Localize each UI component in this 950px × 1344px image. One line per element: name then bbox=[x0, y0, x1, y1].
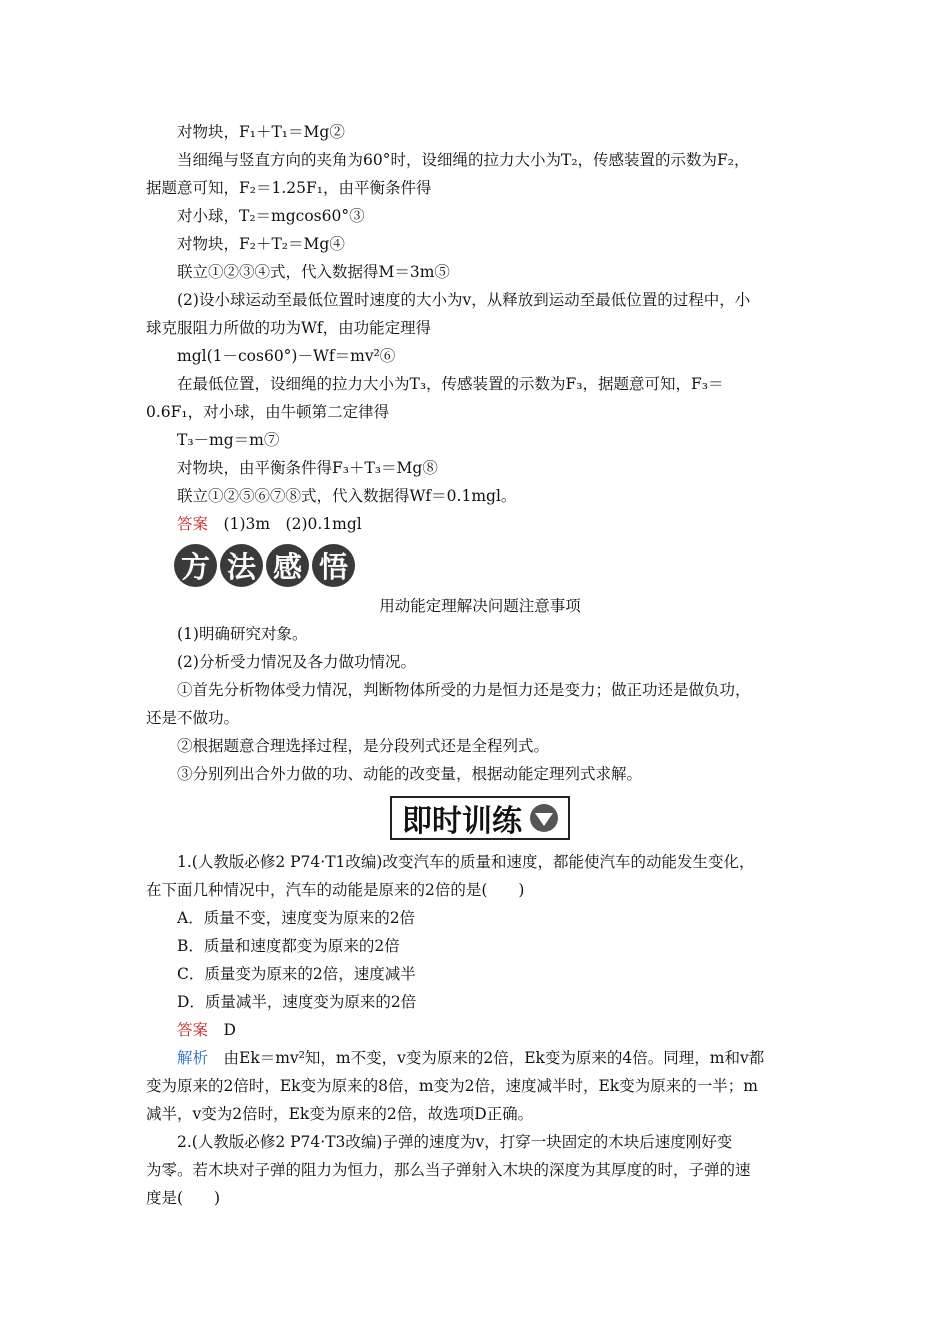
option-d: D．质量减半，速度变为原来的2倍 bbox=[177, 993, 417, 1011]
list-item: ①首先分析物体受力情况，判断物体所受的力是恒力还是变力；做正功还是做负功， bbox=[177, 681, 751, 699]
list-item: (2)分析受力情况及各力做功情况。 bbox=[177, 653, 416, 671]
text-line: 在最低位置，设细绳的拉力大小为T₃，传感装置的示数为F₃，据题意可知，F₃＝ bbox=[177, 375, 724, 393]
text-line: 0.6F₁，对小球，由牛顿第二定律得 bbox=[146, 403, 390, 421]
triangle-down-icon bbox=[530, 804, 558, 832]
text-line: 当细绳与竖直方向的夹角为60°时，设细绳的拉力大小为T₂，传感装置的示数为F₂， bbox=[177, 151, 750, 169]
question-stem: 为零。若木块对子弹的阻力为恒力，那么当子弹射入木块的深度为其厚度的时，子弹的速 bbox=[146, 1161, 751, 1179]
text-line: 球克服阻力所做的功为Wf，由功能定理得 bbox=[146, 319, 432, 337]
text-line: 据题意可知，F₂＝1.25F₁，由平衡条件得 bbox=[146, 179, 432, 197]
answer-label: 答案 bbox=[177, 1021, 209, 1039]
badge-char: 方 bbox=[174, 544, 217, 587]
analysis-line: 变为原来的2倍时，Ek变为原来的8倍，m变为2倍，速度减半时，Ek变为原来的一半；m bbox=[146, 1077, 758, 1095]
badge-char: 法 bbox=[220, 544, 263, 587]
training-title-box bbox=[390, 796, 570, 840]
text-line: 对小球，T₂＝mgcos60°③ bbox=[177, 207, 365, 225]
text-line: 对物块，由平衡条件得F₃＋T₃＝Mg⑧ bbox=[177, 459, 438, 477]
question-stem: 2.(人教版必修2 P74·T3改编)子弹的速度为v，打穿一块固定的木块后速度刚好变 bbox=[177, 1133, 733, 1151]
training-header bbox=[146, 790, 814, 846]
text-line: 联立①②⑤⑥⑦⑧式，代入数据得Wf＝0.1mgl。 bbox=[177, 487, 517, 505]
analysis-line bbox=[146, 1044, 814, 1072]
question-stem: 在下面几种情况中，汽车的动能是原来的2倍的是( ) bbox=[146, 881, 525, 899]
option-a: A．质量不变，速度变为原来的2倍 bbox=[177, 909, 416, 927]
answer-label: 答案 bbox=[177, 515, 209, 533]
equation-line: mgl(1－cos60°)－Wf＝mv²⑥ bbox=[177, 347, 396, 365]
answer-line bbox=[146, 510, 814, 538]
list-item: 还是不做功。 bbox=[146, 709, 240, 727]
method-badge bbox=[146, 540, 814, 590]
answer-text: (1)3m (2)0.1mgl bbox=[223, 515, 362, 533]
badge-char: 感 bbox=[266, 544, 309, 587]
text-line: (2)设小球运动至最低位置时速度的大小为v，从释放到运动至最低位置的过程中，小 bbox=[177, 291, 751, 309]
analysis-line: 减半，v变为2倍时，Ek变为原来的2倍，故选项D正确。 bbox=[146, 1105, 534, 1123]
list-item: (1)明确研究对象。 bbox=[177, 625, 308, 643]
text-line: 对物块，F₂＋T₂＝Mg④ bbox=[177, 235, 345, 253]
document-page bbox=[146, 118, 814, 1212]
question-stem: 1.(人教版必修2 P74·T1改编)改变汽车的质量和速度，都能使汽车的动能发生变化， bbox=[177, 853, 755, 871]
text-line: 联立①②③④式，代入数据得M＝3m⑤ bbox=[177, 263, 450, 281]
option-c: C．质量变为原来的2倍，速度减半 bbox=[177, 965, 416, 983]
badge-char: 悟 bbox=[312, 544, 355, 587]
option-b: B．质量和速度都变为原来的2倍 bbox=[177, 937, 400, 955]
list-item: ②根据题意合理选择过程，是分段列式还是全程列式。 bbox=[177, 737, 550, 755]
answer-text: D bbox=[223, 1021, 236, 1039]
list-item: ③分别列出合外力做的功、动能的改变量，根据动能定理列式求解。 bbox=[177, 765, 643, 783]
equation-line: T₃－mg＝m⑦ bbox=[177, 431, 280, 449]
training-title: 即时训练 bbox=[402, 804, 522, 839]
text-line: 对物块，F₁＋T₁＝Mg② bbox=[177, 123, 345, 141]
analysis-label: 解析 bbox=[177, 1049, 209, 1067]
question-stem: 度是( ) bbox=[146, 1189, 221, 1207]
answer-line bbox=[146, 1016, 814, 1044]
section-title: 用动能定理解决问题注意事项 bbox=[379, 597, 581, 615]
analysis-text: 由Ek＝mv²知，m不变，v变为原来的2倍，Ek变为原来的4倍。同理，m和v都 bbox=[223, 1049, 765, 1067]
